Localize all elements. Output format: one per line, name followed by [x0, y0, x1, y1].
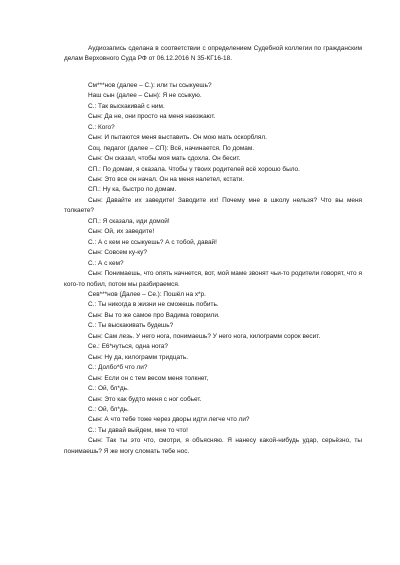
- transcript-line: СП.: Ну ка, быстро по домам.: [88, 186, 177, 194]
- transcript-line: Сын: Сам лезь. У него нога, понимаешь? У него нога, килограмм сорок весит.: [88, 332, 321, 340]
- transcript-line: С.: Ты давай выйдем, мне то что!: [88, 426, 188, 434]
- transcript-line: Сын: Ой, их заведите!: [88, 228, 155, 236]
- transcript-line: СП.: Я сказала, иди домой!: [88, 217, 170, 225]
- intro-paragraph: Аудиозапись сделана в соответствии с определением Судебной коллегии по гражданским делам Верховного Суда РФ от 06.12.2016 N 35-КГ16-18.: [64, 45, 362, 63]
- transcript-line: С.: Так выскакивай с ним.: [88, 102, 165, 110]
- transcript-line: С.: Ой, бл*дь.: [88, 405, 129, 413]
- transcript-line: См***нов (далее – С.): или ты ссыкуешь?: [88, 81, 212, 89]
- transcript-line: Наш сын (далее – Сын): Я не ссыкую.: [88, 92, 202, 100]
- transcript-line: Сын: Вы то же самое про Вадима говорили.: [88, 311, 220, 319]
- transcript-line: С.: Долбо*б что ли?: [88, 364, 148, 372]
- transcript-line: Сын: Так ты это что, смотри, я объясняю. Я нанесу какой-нибудь удар, серьёзно, ты понимаешь? Я же могу сломать тебе нос.: [64, 437, 362, 455]
- transcript-line: Сын: Совсем ку-ку?: [88, 249, 147, 257]
- transcript: [64, 81, 362, 457]
- transcript-line: С.: Ой, бл*дь.: [88, 385, 129, 393]
- transcript-line: С.: Ты никогда в жизни не сможешь побить.: [88, 301, 219, 309]
- transcript-line: С.: А с кем не ссыкуешь? А с тобой, давай!: [88, 238, 217, 246]
- transcript-line: С.: А с кем?: [88, 259, 124, 267]
- transcript-line: Соц. педагог (далее – СП): Всё, начинается. По домам.: [88, 144, 255, 152]
- transcript-line: Сын: Да не, они просто на меня наезжают.: [88, 113, 216, 121]
- transcript-line: Сын: Давайте их заведите! Заводите их! Почему мне в школу нельзя? Что вы меня толкаете?: [64, 196, 362, 215]
- transcript-line: Сын: И пытаются меня выставить. Он мою мать оскорблял.: [88, 134, 267, 142]
- transcript-line: Сын: Это как будто меня с ног собьет.: [88, 395, 202, 403]
- transcript-line: С.: Кого?: [88, 123, 115, 131]
- transcript-line: Се.: Е6*нуться, одна нога?: [88, 343, 168, 351]
- transcript-line: Сын: Ну да, килограмм тридцать.: [88, 353, 189, 361]
- transcript-line: Сын: А что тебе тоже через дворы идти легче что ли?: [88, 416, 250, 424]
- transcript-line: Сев***нов (Далее – Се.): Пошёл на х*р.: [88, 290, 206, 298]
- transcript-line: Сын: Понимаешь, что опять начнется, вот, мой маме звонят чьи-то родители говорят, что я кого-то побил, потом мы разбираемся.: [64, 270, 362, 288]
- transcript-line: С.: Ты выскакивать будешь?: [88, 322, 174, 330]
- transcript-line: СП.: По домам, я сказала. Чтобы у твоих родителей всё хорошо было.: [88, 165, 300, 173]
- transcript-line: Сын: Если он с тем весом меня толкнет,: [88, 374, 209, 382]
- transcript-line: Сын: Это все он начал. Он на меня налетел, кстати.: [88, 175, 245, 183]
- transcript-line: Сын: Он сказал, чтобы моя мать сдохла. Он бесит.: [88, 155, 241, 163]
